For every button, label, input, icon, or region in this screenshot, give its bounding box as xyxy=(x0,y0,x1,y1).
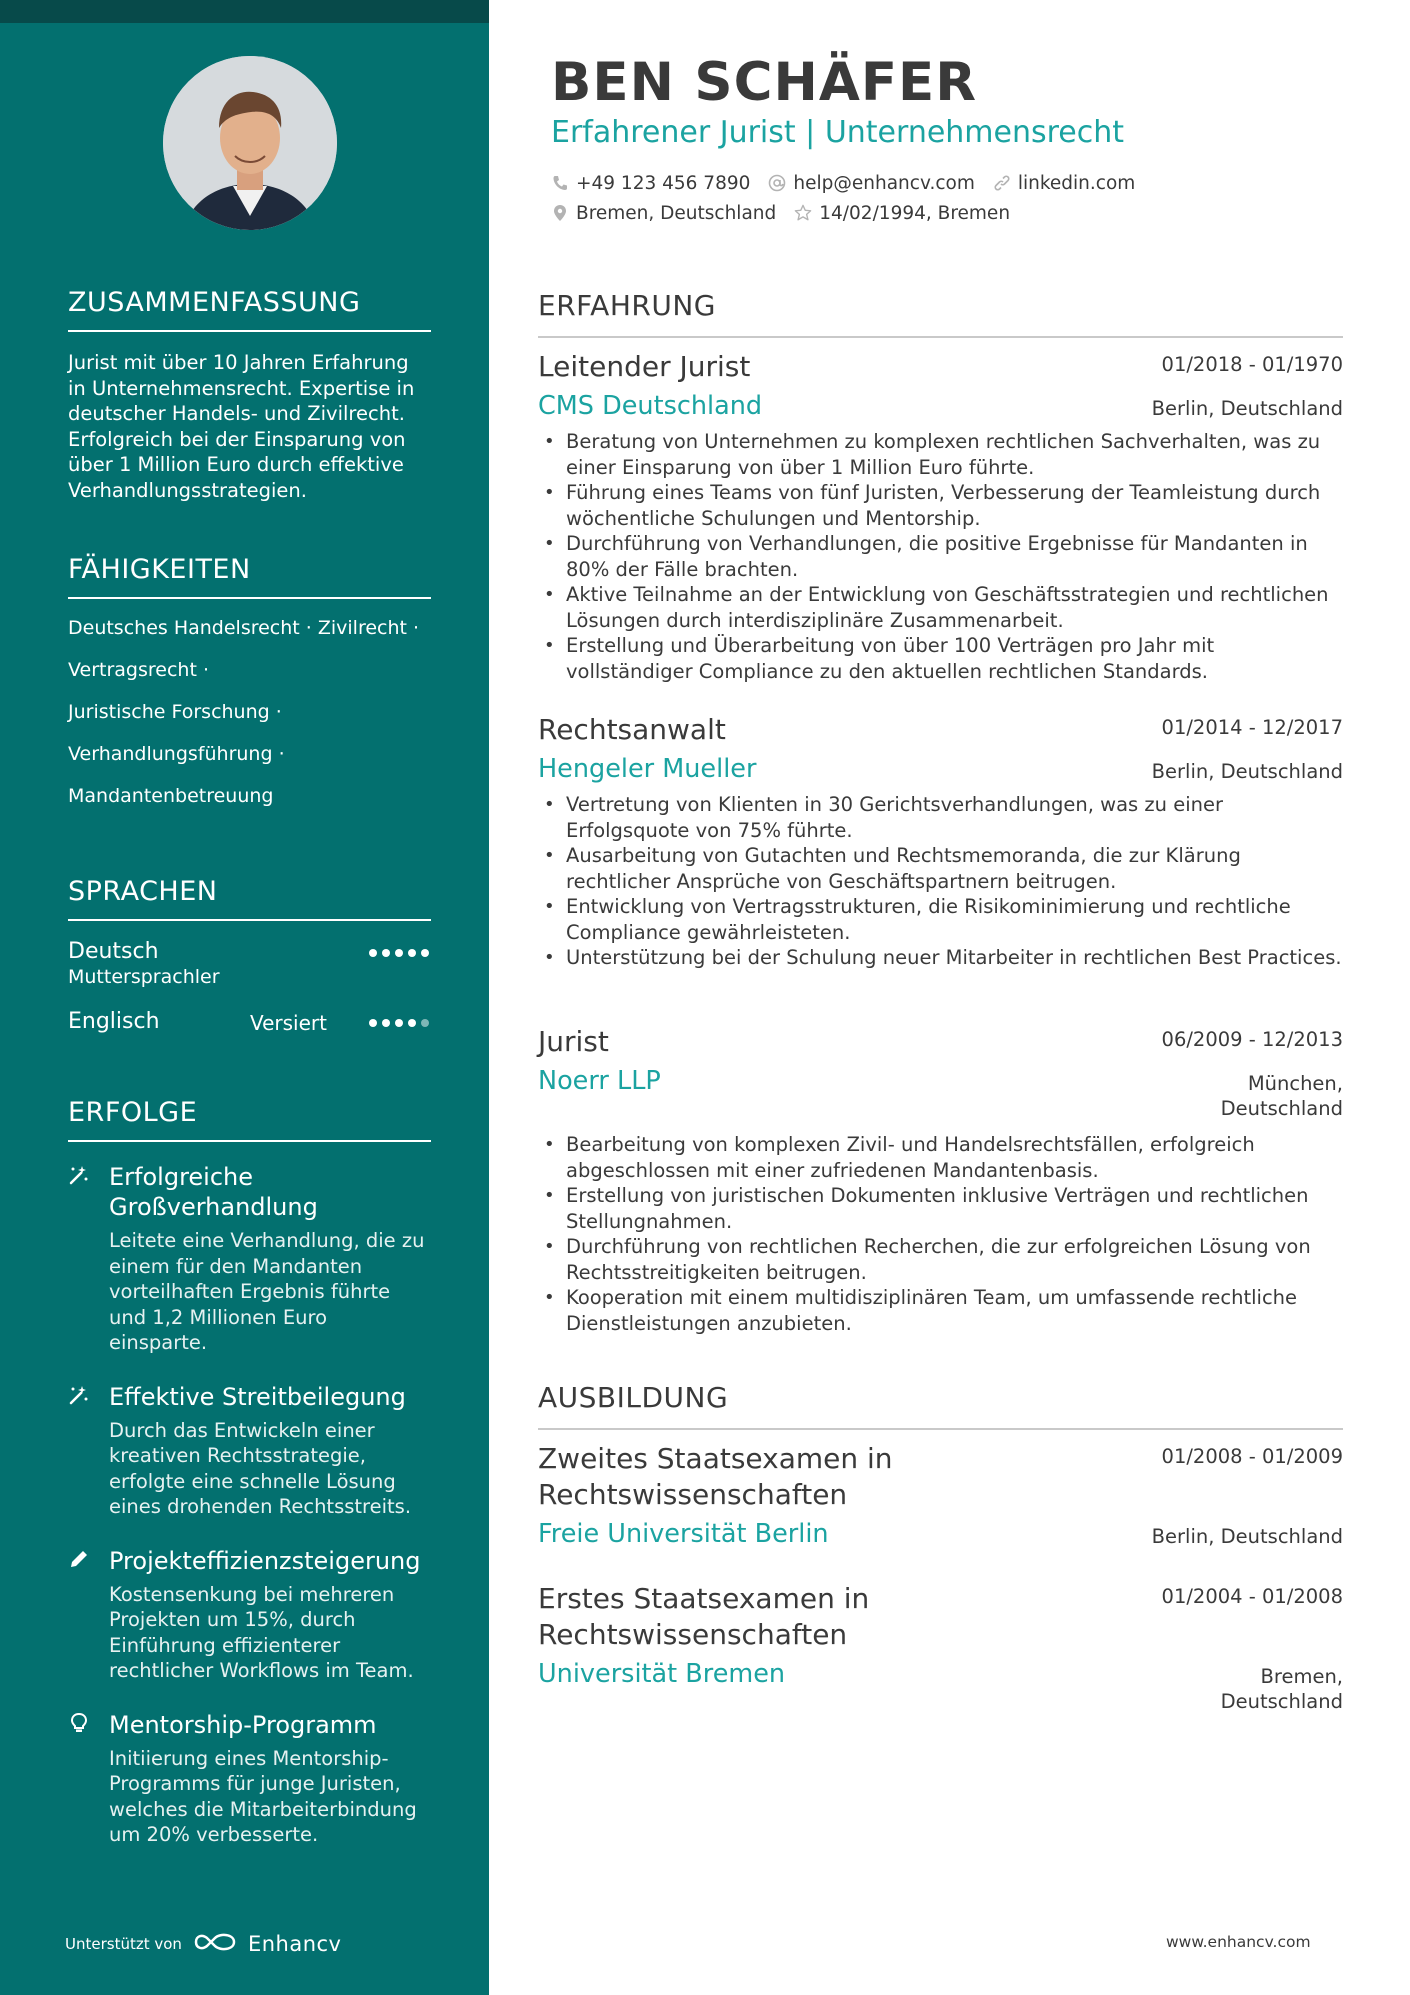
avatar xyxy=(163,56,337,230)
list-item: • Führung eines Teams von fünf Juristen, Verbesserung der Teamleistung durch wöchentliche Schulungen und Mentorship. xyxy=(538,480,1343,531)
person-name: BEN SCHÄFER xyxy=(551,52,978,113)
experience-entry xyxy=(538,1024,1343,1336)
job-company: Noerr LLP xyxy=(538,1066,661,1096)
list-item: • Durchführung von Verhandlungen, die positive Ergebnisse für Mandanten in 80% der Fälle brachten. xyxy=(538,531,1343,582)
job-date: 01/2018 - 01/1970 xyxy=(1161,353,1343,376)
languages-heading: SPRACHEN xyxy=(68,876,431,921)
skills-section xyxy=(68,554,431,817)
location-text: Bremen, Deutschland xyxy=(576,202,777,224)
job-location-line: Deutschland xyxy=(1220,1097,1343,1120)
job-role: Jurist xyxy=(538,1025,609,1058)
language-name: Englisch xyxy=(68,1009,160,1034)
contact-email[interactable] xyxy=(768,173,974,194)
education-heading: AUSBILDUNG xyxy=(538,1381,1343,1430)
powered-by xyxy=(65,1930,341,1958)
birth-text: 14/02/1994, Bremen xyxy=(819,202,1011,224)
job-bullets xyxy=(538,1132,1343,1336)
link-icon xyxy=(993,174,1011,192)
person-title: Erfahrener Jurist | Unternehmensrecht xyxy=(551,115,1125,150)
job-company: Hengeler Mueller xyxy=(538,754,757,784)
achievement-title: Mentorship-Programm xyxy=(109,1710,377,1739)
education-location xyxy=(1221,1664,1343,1714)
education-location-line: Bremen, xyxy=(1260,1665,1343,1688)
location-pin-icon xyxy=(551,204,569,222)
language-level: Versiert xyxy=(249,1011,327,1035)
skill-line: Verhandlungsführung · xyxy=(68,743,285,765)
language-name: Deutsch xyxy=(68,939,159,964)
job-location: Berlin, Deutschland xyxy=(1151,397,1343,420)
achievement-title: Erfolgreiche Großverhandlung xyxy=(109,1163,318,1221)
education-entry xyxy=(538,1581,1343,1713)
achievement-text: Kostensenkung bei mehreren Projekten um 15%, durch Einführung effizienterer rechtlicher Workflows im Team. xyxy=(109,1582,414,1682)
job-date: 01/2014 - 12/2017 xyxy=(1161,716,1343,739)
phone-text: +49 123 456 7890 xyxy=(576,172,751,194)
lightbulb-icon xyxy=(68,1712,92,1736)
powered-label: Unterstützt von xyxy=(65,1935,182,1953)
list-item: • Durchführung von rechtlichen Recherchen, die zur erfolgreichen Lösung von Rechtsstreitigkeiten beitrugen. xyxy=(538,1234,1343,1285)
experience-entry xyxy=(538,349,1343,684)
education-location: Berlin, Deutschland xyxy=(1151,1525,1343,1548)
list-item: • Vertretung von Klienten in 30 Gerichtsverhandlungen, was zu einer Erfolgsquote von 75% führte. xyxy=(538,792,1343,843)
education-location-line: Deutschland xyxy=(1220,1690,1343,1713)
degree xyxy=(538,1581,1098,1653)
magic-wand-icon xyxy=(68,1164,92,1188)
list-item: • Beratung von Unternehmen zu komplexen rechtlichen Sachverhalten, was zu einer Einsparung von über 1 Million Euro führte. xyxy=(538,429,1343,480)
at-icon xyxy=(768,174,786,192)
sidebar xyxy=(0,0,489,1995)
achievement-item xyxy=(68,1546,431,1684)
summary-section xyxy=(68,287,431,503)
experience-entry xyxy=(538,712,1343,971)
achievement-title: Projekteffizienzsteigerung xyxy=(109,1546,421,1575)
star-icon xyxy=(794,204,812,222)
list-item: • Bearbeitung von komplexen Zivil- und Handelsrechtsfällen, erfolgreich abgeschlossen mit einer zufriedenen Mandantenbasis. xyxy=(538,1132,1343,1183)
degree-line: Zweites Staatsexamen in xyxy=(538,1442,893,1475)
pen-icon xyxy=(68,1548,92,1572)
achievement-title: Effektive Streitbeilegung xyxy=(109,1382,406,1411)
job-bullets xyxy=(538,429,1343,684)
school-name: Freie Universität Berlin xyxy=(538,1519,829,1549)
achievement-text: Initiierung eines Mentorship-Programms für junge Juristen, welches die Mitarbeiterbindung um 20% verbesserte. xyxy=(109,1746,417,1846)
language-rating xyxy=(369,949,429,957)
sidebar-top-strip xyxy=(0,0,489,23)
job-location xyxy=(1221,1071,1343,1121)
contact-birth xyxy=(794,203,1010,224)
language-item xyxy=(68,1009,431,1077)
achievement-item xyxy=(68,1710,431,1848)
footer-url[interactable]: www.enhancv.com xyxy=(1166,1933,1311,1951)
list-item: • Unterstützung bei der Schulung neuer Mitarbeiter in rechtlichen Best Practices. xyxy=(538,945,1343,971)
job-role: Rechtsanwalt xyxy=(538,713,726,746)
experience-heading: ERFAHRUNG xyxy=(538,289,1343,338)
skill-line: Juristische Forschung · xyxy=(68,701,282,723)
linkedin-text: linkedin.com xyxy=(1017,172,1136,194)
skill-line: Deutsches Handelsrecht · Zivilrecht · xyxy=(68,617,420,639)
list-item: • Erstellung und Überarbeitung von über 100 Verträgen pro Jahr mit vollständiger Compliance zu den aktuellen rechtlichen Standards. xyxy=(538,633,1343,684)
achievement-item xyxy=(68,1162,431,1356)
email-text: help@enhancv.com xyxy=(793,172,975,194)
job-location: Berlin, Deutschland xyxy=(1151,760,1343,783)
degree-line: Rechtswissenschaften xyxy=(538,1478,848,1511)
degree-line: Erstes Staatsexamen in xyxy=(538,1582,870,1615)
job-company: CMS Deutschland xyxy=(538,391,763,421)
education-entry xyxy=(538,1441,1343,1549)
summary-heading: ZUSAMMENFASSUNG xyxy=(68,287,431,332)
summary-text: Jurist mit über 10 Jahren Erfahrung in Unternehmensrecht. Expertise in deutscher Handels- und Zivilrecht. Erfolgreich bei der Einsparung von über 1 Million Euro durch effektive Verhandlungsstrategien. xyxy=(68,351,415,502)
list-item: • Kooperation mit einem multidisziplinären Team, um umfassende rechtliche Dienstleistungen anzubieten. xyxy=(538,1285,1343,1336)
job-bullets xyxy=(538,792,1343,971)
magic-wand-icon xyxy=(68,1384,92,1408)
list-item: • Entwicklung von Vertragsstrukturen, die Risikominimierung und rechtliche Compliance gewährleisteten. xyxy=(538,894,1343,945)
list-item: • Ausarbeitung von Gutachten und Rechtsmemoranda, die zur Klärung rechtlicher Ansprüche von Geschäftspartnern beitrugen. xyxy=(538,843,1343,894)
contact-info xyxy=(551,168,1135,228)
language-rating xyxy=(369,1019,429,1027)
school-name: Universität Bremen xyxy=(538,1659,786,1689)
list-item: • Erstellung von juristischen Dokumenten inklusive Verträgen und rechtlichen Stellungnahmen. xyxy=(538,1183,1343,1234)
phone-icon xyxy=(551,174,569,192)
degree xyxy=(538,1441,1098,1513)
achievement-item xyxy=(68,1382,431,1520)
skills-heading: FÄHIGKEITEN xyxy=(68,554,431,599)
job-role: Leitender Jurist xyxy=(538,350,751,383)
skill-line: Vertragsrecht · xyxy=(68,659,209,681)
languages-section xyxy=(68,876,431,1077)
contact-location xyxy=(551,203,776,224)
language-item xyxy=(68,939,431,1009)
skill-line: Mandantenbetreuung xyxy=(68,785,274,807)
language-level: Muttersprachler xyxy=(68,966,220,988)
achievements-heading: ERFOLGE xyxy=(68,1097,431,1142)
achievement-text: Durch das Entwickeln einer kreativen Rechtsstrategie, erfolgte eine schnelle Lösung eines drohenden Rechtsstreits. xyxy=(109,1418,412,1518)
achievement-text: Leitete eine Verhandlung, die zu einem für den Mandanten vorteilhaften Ergebnis führte und 1,2 Millionen Euro einsparte. xyxy=(109,1229,425,1354)
contact-phone xyxy=(551,173,750,194)
degree-line: Rechtswissenschaften xyxy=(538,1618,848,1651)
contact-linkedin[interactable] xyxy=(993,173,1135,194)
achievements-section xyxy=(68,1097,431,1874)
job-location-line: München, xyxy=(1247,1072,1343,1095)
education-date: 01/2008 - 01/2009 xyxy=(1161,1445,1343,1468)
enhancv-logo-icon xyxy=(192,1930,238,1958)
powered-brand: Enhancv xyxy=(247,1932,342,1956)
education-date: 01/2004 - 01/2008 xyxy=(1161,1585,1343,1608)
job-date: 06/2009 - 12/2013 xyxy=(1161,1028,1343,1051)
list-item: • Aktive Teilnahme an der Entwicklung von Geschäftsstrategien und rechtlichen Lösungen durch interdisziplinäre Zusammenarbeit. xyxy=(538,582,1343,633)
